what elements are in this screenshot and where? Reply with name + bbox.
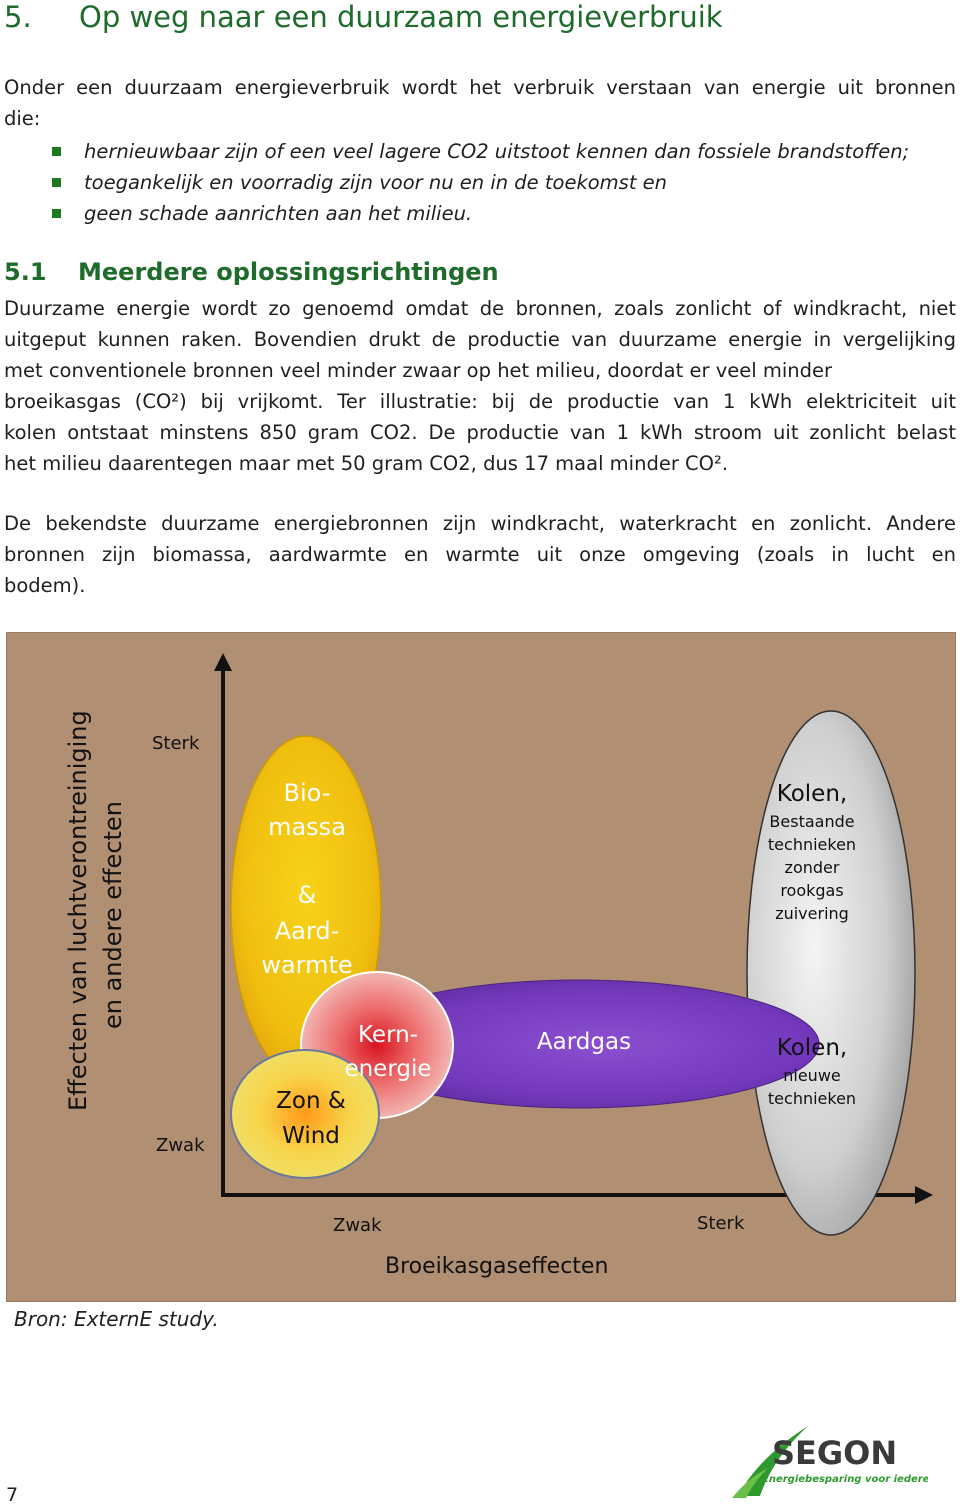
y-axis-title-line2: en andere effecten bbox=[99, 801, 127, 1029]
aardgas-label: Aardgas bbox=[536, 1029, 632, 1055]
svg-text:Kolen,: Kolen, bbox=[776, 1035, 848, 1061]
svg-text:zuivering: zuivering bbox=[775, 904, 849, 923]
bullet-square-icon bbox=[52, 178, 61, 187]
chapter-heading bbox=[4, 0, 723, 34]
section-number: 5.1 bbox=[4, 258, 47, 286]
intro-line-1: Onder een duurzaam energieverbruik wordt het verbruik verstaan van energie uit bronnen bbox=[4, 76, 956, 99]
svg-text:warmte: warmte bbox=[261, 951, 353, 979]
svg-text:&: & bbox=[297, 881, 317, 909]
y-axis-title-line1: Effecten van luchtverontreiniging bbox=[64, 710, 92, 1111]
x-low-label: Zwak bbox=[333, 1215, 382, 1236]
bullet-square-icon bbox=[52, 147, 61, 156]
chapter-number: 5. bbox=[4, 0, 32, 34]
paragraph-line: kolen ontstaat minstens 850 gram CO2. De productie van 1 kWh stroom uit zonlicht belast bbox=[4, 421, 956, 444]
page-number: 7 bbox=[6, 1484, 19, 1506]
paragraph-line: bronnen zijn biomassa, aardwarmte en warmte uit onze omgeving (zoals in lucht en bbox=[4, 543, 956, 566]
svg-text:energie: energie bbox=[344, 1056, 432, 1082]
figure-caption: Bron: ExternE study. bbox=[14, 1307, 219, 1331]
paragraph-line: Duurzame energie wordt zo genoemd omdat de bronnen, zoals zonlicht of windkracht, niet bbox=[4, 297, 956, 320]
list-item: geen schade aanrichten aan het milieu. bbox=[52, 198, 909, 229]
paragraph-line: De bekendste duurzame energiebronnen zijn windkracht, waterkracht en zonlicht. Andere bbox=[4, 512, 956, 535]
paragraph-line: broeikasgas (CO²) bij vrijkomt. Ter illustratie: bij de productie van 1 kWh elektriciteit uit bbox=[4, 390, 956, 413]
segon-logo bbox=[728, 1418, 928, 1500]
x-axis-title: Broeikasgaseffecten bbox=[385, 1254, 609, 1279]
logo-tagline: Energiebesparing voor iedereen bbox=[762, 1474, 928, 1485]
y-low-label: Zwak bbox=[156, 1135, 205, 1156]
list-item: toegankelijk en voorradig zijn voor nu en in de toekomst en bbox=[52, 167, 909, 198]
chapter-title: Op weg naar een duurzaam energieverbruik bbox=[79, 0, 723, 34]
section-heading bbox=[4, 258, 499, 286]
paragraph-line: bodem). bbox=[4, 574, 86, 597]
energy-effects-diagram bbox=[6, 632, 956, 1302]
diagram-canvas bbox=[7, 633, 957, 1303]
paragraph-line: uitgeput kunnen raken. Bovendien drukt de productie van duurzame energie in vergelijking bbox=[4, 328, 956, 351]
paragraph-line: het milieu daarentegen maar met 50 gram CO2, dus 17 maal minder CO². bbox=[4, 452, 729, 475]
intro-line-2: die: bbox=[4, 107, 41, 130]
svg-text:Kolen,: Kolen, bbox=[776, 781, 848, 807]
paragraph-line: met conventionele bronnen veel minder zwaar op het milieu, doordat er veel minder bbox=[4, 359, 833, 382]
logo-wordmark: SEGON bbox=[772, 1434, 898, 1472]
svg-text:Aard-: Aard- bbox=[274, 917, 340, 945]
svg-text:Bestaande: Bestaande bbox=[769, 812, 855, 831]
svg-text:Zon &: Zon & bbox=[276, 1088, 346, 1114]
segon-swoosh-icon bbox=[728, 1418, 928, 1500]
section-title: Meerdere oplossingsrichtingen bbox=[78, 258, 499, 286]
svg-text:Wind: Wind bbox=[282, 1123, 340, 1149]
svg-text:massa: massa bbox=[268, 813, 346, 841]
svg-text:nieuwe: nieuwe bbox=[783, 1066, 841, 1085]
svg-text:technieken: technieken bbox=[767, 1089, 857, 1108]
svg-text:rookgas: rookgas bbox=[780, 881, 844, 900]
svg-text:Bio-: Bio- bbox=[283, 779, 331, 807]
list-item: hernieuwbaar zijn of een veel lagere CO2 uitstoot kennen dan fossiele brandstoffen; bbox=[52, 136, 909, 167]
criteria-list bbox=[52, 136, 909, 229]
x-high-label: Sterk bbox=[697, 1213, 745, 1234]
svg-text:zonder: zonder bbox=[784, 858, 840, 877]
svg-text:Kern-: Kern- bbox=[357, 1022, 419, 1048]
y-high-label: Sterk bbox=[152, 733, 200, 754]
bullet-square-icon bbox=[52, 209, 61, 218]
svg-text:technieken: technieken bbox=[767, 835, 857, 854]
